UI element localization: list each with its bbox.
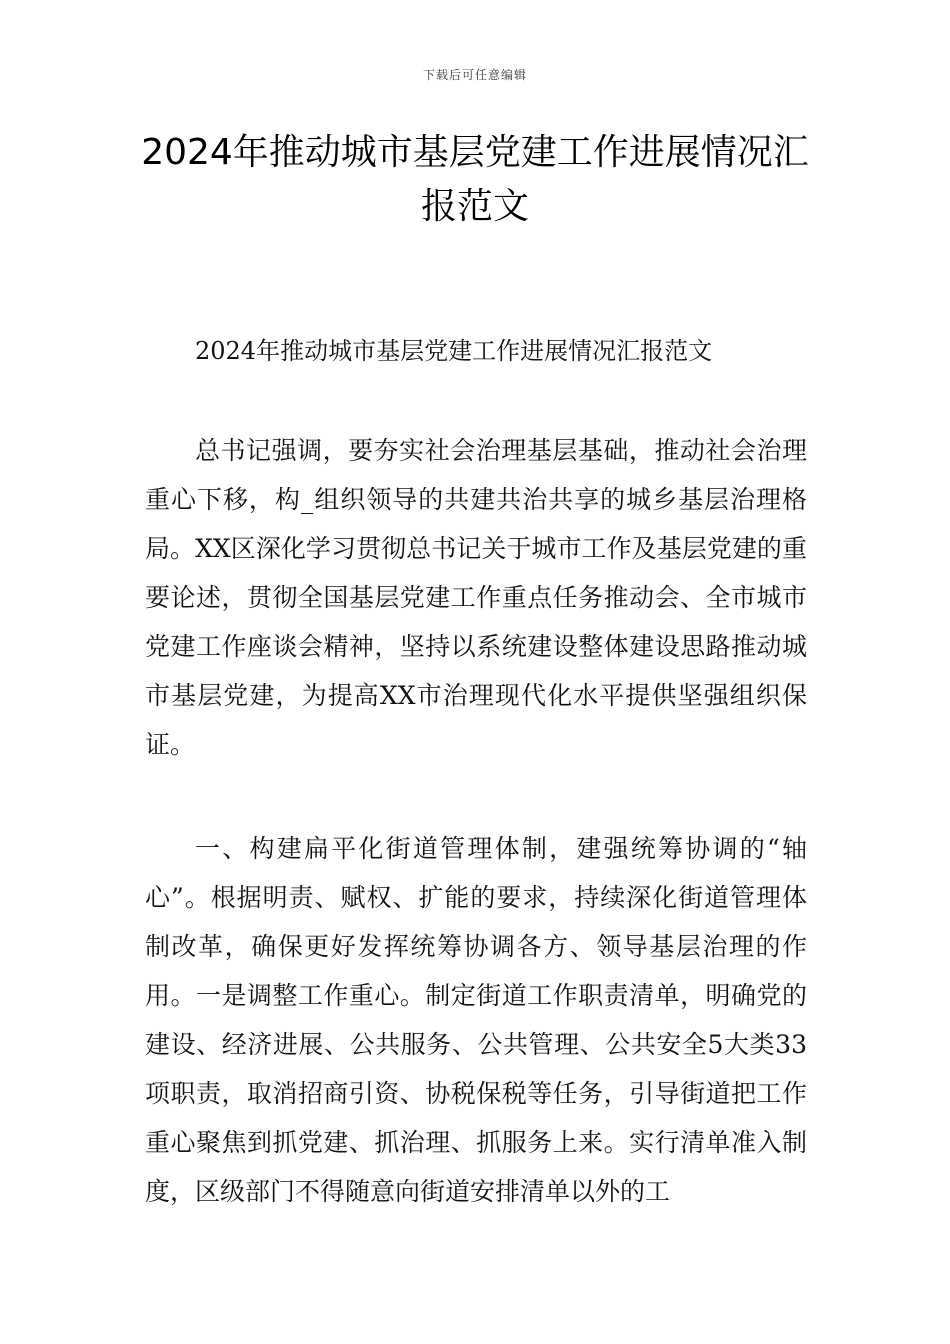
document-title: 2024年推动城市基层党建工作进展情况汇报范文 [141,132,809,227]
paragraph-intro: 总书记强调，要夯实社会治理基层基础，推动社会治理重心下移，构_组织领导的共建共治共享的城乡基层治理格局。XX区深化学习贯彻总书记关于城市工作及基层党建的重要论述，贯彻全国基层党建工作重点任务推动会、全市城市党建工作座谈会精神，坚持以系统建设整体建设思路推动城市基层党建，为提高XX市治理现代化水平提供坚强组织保证。 [145,436,807,759]
paragraph-section-one: 一、构建扁平化街道管理体制，建强统筹协调的“轴心”。根据明责、赋权、扩能的要求，持续深化街道管理体制改革，确保更好发挥统筹协调各方、领导基层治理的作用。一是调整工作重心。制定街道工作职责清单，明确党的建设、经济进展、公共服务、公共管理、公共安全5大类33项职责，取消招商引资、协税保税等任务，引导街道把工作重心聚焦到抓党建、抓治理、抓服务上来。实行清单准入制度，区级部门不得随意向街道安排清单以外的工 [145,834,807,1206]
document-subtitle: 2024年推动城市基层党建工作进展情况汇报范文 [195,337,713,365]
header-note: 下载后可任意编辑 [422,68,527,82]
